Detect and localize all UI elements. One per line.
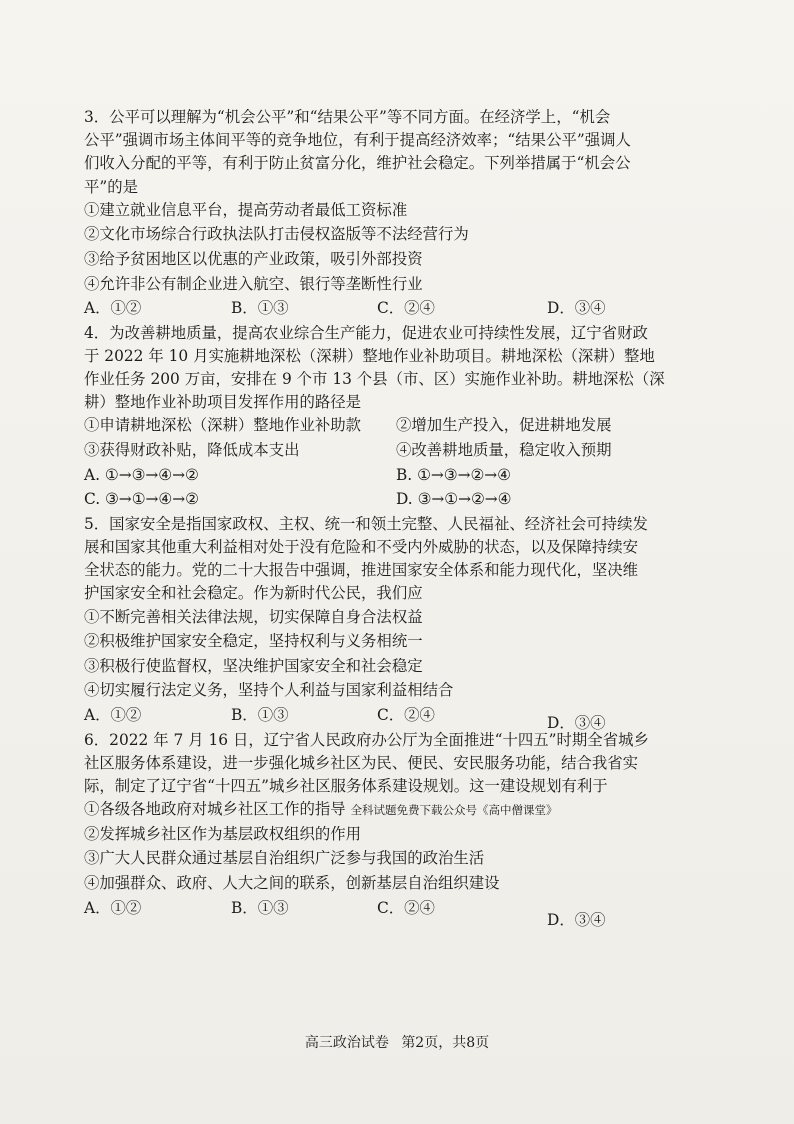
choice-b: B．①③: [231, 898, 289, 917]
question-6: [84, 729, 724, 929]
choice-d: D．③④: [547, 910, 606, 929]
question-5-item-3: ③积极行使监督权，坚决维护国家安全和社会稳定: [84, 656, 423, 675]
page-content: [84, 106, 724, 929]
question-6-item-2: ②发挥城乡社区作为基层政权组织的作用: [84, 824, 362, 843]
question-3-item-4: ④允许非公有制企业进入航空、银行等垄断性行业: [84, 274, 423, 293]
question-3-choices: [84, 297, 724, 322]
choice-c: C．②④: [377, 898, 435, 917]
question-6-item-1-text: ①各级各地政府对城乡社区工作的指导: [84, 800, 346, 819]
question-4-item-1: ①申请耕地深松（深耕）整地作业补助款: [84, 416, 362, 435]
question-3: [84, 106, 724, 322]
question-3-stem-line: 3．公平可以理解为“机会公平”和“结果公平”等不同方面。在经济学上，“机会: [84, 108, 611, 126]
choice-d: D．③④: [547, 713, 606, 732]
choice-a: A. ①→③→④→②: [84, 465, 199, 484]
question-3-item-3: ③给予贫困地区以优惠的产业政策，吸引外部投资: [84, 249, 423, 268]
question-5-choices: [84, 704, 724, 732]
question-5-item-2: ②积极维护国家安全稳定，坚持权利与义务相统一: [84, 632, 423, 651]
question-4-stem-line: 4．为改善耕地质量，提高农业综合生产能力，促进农业可持续性发展，辽宁省财政: [84, 323, 648, 342]
question-5-item-4: ④切实履行法定义务，坚持个人利益与国家利益相结合: [84, 681, 454, 700]
question-5-item-1: ①不断完善相关法律法规，切实保障自身合法权益: [84, 607, 423, 626]
question-4-choices: [84, 464, 724, 513]
choice-b: B．①③: [231, 299, 289, 318]
question-4: [84, 322, 724, 513]
question-5-stem-line: 全状态的能力。党的二十大报告中强调，推进国家安全体系和能力现代化，坚决维: [84, 561, 639, 580]
question-6-stem-line: 社区服务体系建设，进一步强化城乡社区为民、便民、安民服务功能，结合我省实: [84, 753, 639, 772]
choice-c: C．②④: [377, 299, 435, 318]
choice-a: A．①②: [84, 299, 142, 318]
question-6-item-3: ③广大人民群众通过基层自治组织广泛参与我国的政治生活: [84, 849, 485, 868]
question-6-item-4: ④加强群众、政府、人大之间的联系，创新基层自治组织建设: [84, 873, 500, 892]
choice-a: A．①②: [84, 705, 142, 724]
footer-page-number: 第2页，共8页: [401, 1035, 490, 1051]
footer-subject: 高三政治试卷: [304, 1035, 389, 1051]
question-6-stem-line: 际，制定了辽宁省“十四五”城乡社区服务体系建设规划。这一建设规划有利于: [84, 776, 608, 795]
question-4-item-3: ③获得财政补贴，降低成本支出: [84, 441, 300, 460]
question-3-item-2: ②文化市场综合行政执法队打击侵权盗版等不法经营行为: [84, 225, 469, 244]
question-4-item-2: ②增加生产投入，促进耕地发展: [396, 416, 612, 435]
question-4-stem-line: 耕）整地作业补助项目发挥作用的路径是: [84, 393, 362, 412]
choice-a: A．①②: [84, 898, 142, 917]
choice-d: D．③④: [547, 299, 606, 318]
question-5-stem-line: 展和国家其他重大利益相对处于没有危险和不受内外威胁的状态，以及保障持续安: [84, 538, 639, 557]
question-5-stem-line: 护国家安全和社会稳定。作为新时代公民，我们应: [84, 584, 423, 603]
choice-b: B. ①→③→②→④: [396, 465, 511, 484]
question-3-stem-line: 们收入分配的平等，有利于防止贫富分化，维护社会稳定。下列举措属于“机会公: [84, 154, 631, 173]
question-3-stem-line: 公平”强调市场主体间平等的竞争地位，有利于提高经济效率；“结果公平”强调人: [84, 131, 631, 150]
question-6-item-1: [84, 798, 724, 823]
question-3-item-1: ①建立就业信息平台，提高劳动者最低工资标准: [84, 200, 408, 219]
question-4-item-4: ④改善耕地质量，稳定收入预期: [396, 441, 612, 460]
question-6-choices: [84, 897, 724, 929]
choice-b: B．①③: [231, 705, 289, 724]
question-5-stem-line: 5．国家安全是指国家政权、主权、统一和领土完整、人民福祉、经济社会可持续发: [84, 514, 648, 533]
choice-c: C．②④: [377, 705, 435, 724]
question-4-stem-line: 于 2022 年 10 月实施耕地深松（深耕）整地作业补助项目。耕地深松（深耕）整地: [84, 346, 655, 365]
question-6-stem-line: 6．2022 年 7 月 16 日，辽宁省人民政府办公厅为全面推进“十四五”时期全省城乡: [84, 730, 649, 749]
question-5: [84, 513, 724, 732]
question-4-stem-line: 作业任务 200 万亩，安排在 9 个市 13 个县（市、区）实施作业补助。耕地深松（深: [84, 370, 665, 389]
download-note: 全科试题免费下载公众号《高中僧课堂》: [350, 803, 558, 818]
choice-d: D. ③→①→②→④: [396, 490, 512, 509]
question-3-stem-line: 平”的是: [84, 177, 139, 196]
question-4-items: [84, 414, 724, 463]
page-footer: [0, 1032, 794, 1052]
choice-c: C. ③→①→④→②: [84, 490, 199, 509]
